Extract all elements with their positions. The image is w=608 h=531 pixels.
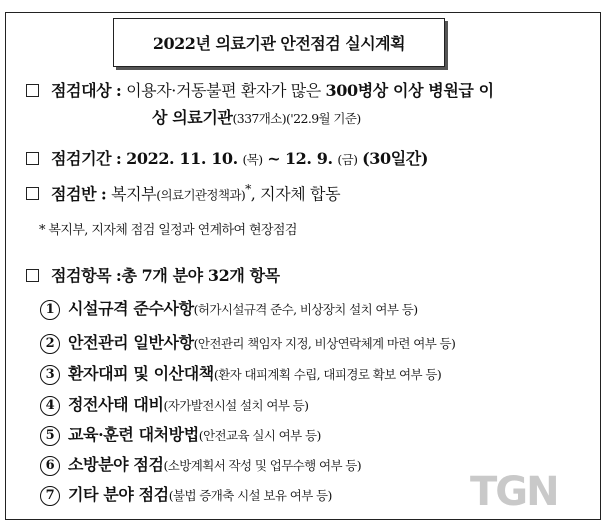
tgn-watermark: TGN: [470, 469, 558, 515]
checkbox-icon: [26, 84, 39, 97]
item-detail: (환자 대피계획 수립, 대피경로 확보 여부 등): [213, 367, 442, 382]
team-rest: , 지자체 합동: [250, 184, 341, 204]
list-item: [40, 482, 332, 506]
target-row: [26, 78, 494, 101]
list-item: [40, 361, 441, 385]
period-end-day: (금): [337, 152, 358, 167]
items-summary: 총 7개 분야 32개 항목: [121, 266, 280, 285]
circled-number: 5: [40, 426, 60, 446]
item-title: 교육·훈련 대처방법: [68, 425, 199, 444]
team-colon: :: [100, 184, 107, 204]
document-title: 2022년 의료기관 안전점검 실시계획: [113, 18, 445, 67]
item-title: 소방분야 점검: [68, 455, 164, 474]
items-colon: :: [115, 266, 122, 285]
circled-number: 1: [40, 300, 60, 320]
period-start: 2022. 11. 10.: [126, 149, 238, 168]
list-item: [40, 392, 308, 416]
item-detail: (허가시설규격 준수, 비상장치 설치 여부 등): [193, 302, 418, 317]
team-label: 점검반: [51, 184, 97, 204]
target-text: 이용자·거동불편 환자가 많은: [126, 81, 321, 100]
period-colon: :: [115, 149, 122, 168]
circled-number: 6: [40, 456, 60, 476]
item-title: 기타 분야 점검: [68, 485, 169, 504]
period-row: [26, 146, 428, 169]
list-item: [40, 296, 418, 320]
target-bold-2: 상 의료기관: [152, 108, 233, 127]
team-footnote-mark: *: [245, 181, 251, 196]
checkbox-icon: [26, 152, 39, 165]
target-bold: 300병상 이상 병원급 이: [325, 81, 494, 100]
item-detail: (자가발전시설 설치 여부 등): [163, 398, 309, 413]
team-department: (의료기관정책과): [156, 187, 246, 203]
list-item: [40, 452, 361, 476]
item-detail: (안전관리 책임자 지정, 비상연락체계 마련 여부 등): [193, 336, 456, 351]
items-row: [26, 263, 280, 286]
list-item: [40, 330, 455, 354]
circled-number: 7: [40, 486, 60, 506]
period-tilde: ~: [267, 149, 281, 168]
period-label: 점검기간: [51, 149, 112, 168]
circled-number: 2: [40, 334, 60, 354]
target-label: 점검대상: [51, 81, 112, 100]
checkbox-icon: [26, 269, 39, 282]
target-colon: :: [115, 81, 122, 100]
item-title: 환자대피 및 이산대책: [68, 364, 214, 383]
items-label: 점검항목: [51, 266, 112, 285]
period-end: 12. 9.: [284, 149, 333, 168]
item-detail: (불법 증개축 시설 보유 여부 등): [168, 488, 332, 503]
team-ministry: 복지부: [111, 184, 157, 204]
checkbox-icon: [26, 187, 39, 200]
target-count-date: (337개소)('22.9월 기준): [232, 111, 361, 126]
period-start-day: (목): [242, 152, 263, 167]
item-detail: (안전교육 실시 여부 등): [198, 428, 321, 443]
period-duration: (30일간): [362, 149, 428, 168]
item-title: 정전사태 대비: [68, 395, 164, 414]
circled-number: 4: [40, 396, 60, 416]
team-footnote: * 복지부, 지자체 점검 일정과 연계하여 현장점검: [39, 223, 297, 238]
item-title: 시설규격 준수사항: [68, 299, 194, 318]
circled-number: 3: [40, 365, 60, 385]
team-row: [26, 181, 340, 204]
item-detail: (소방계획서 작성 및 업무수행 여부 등): [163, 458, 362, 473]
target-row-2: [152, 105, 361, 128]
item-title: 안전관리 일반사항: [68, 333, 194, 352]
list-item: [40, 422, 321, 446]
